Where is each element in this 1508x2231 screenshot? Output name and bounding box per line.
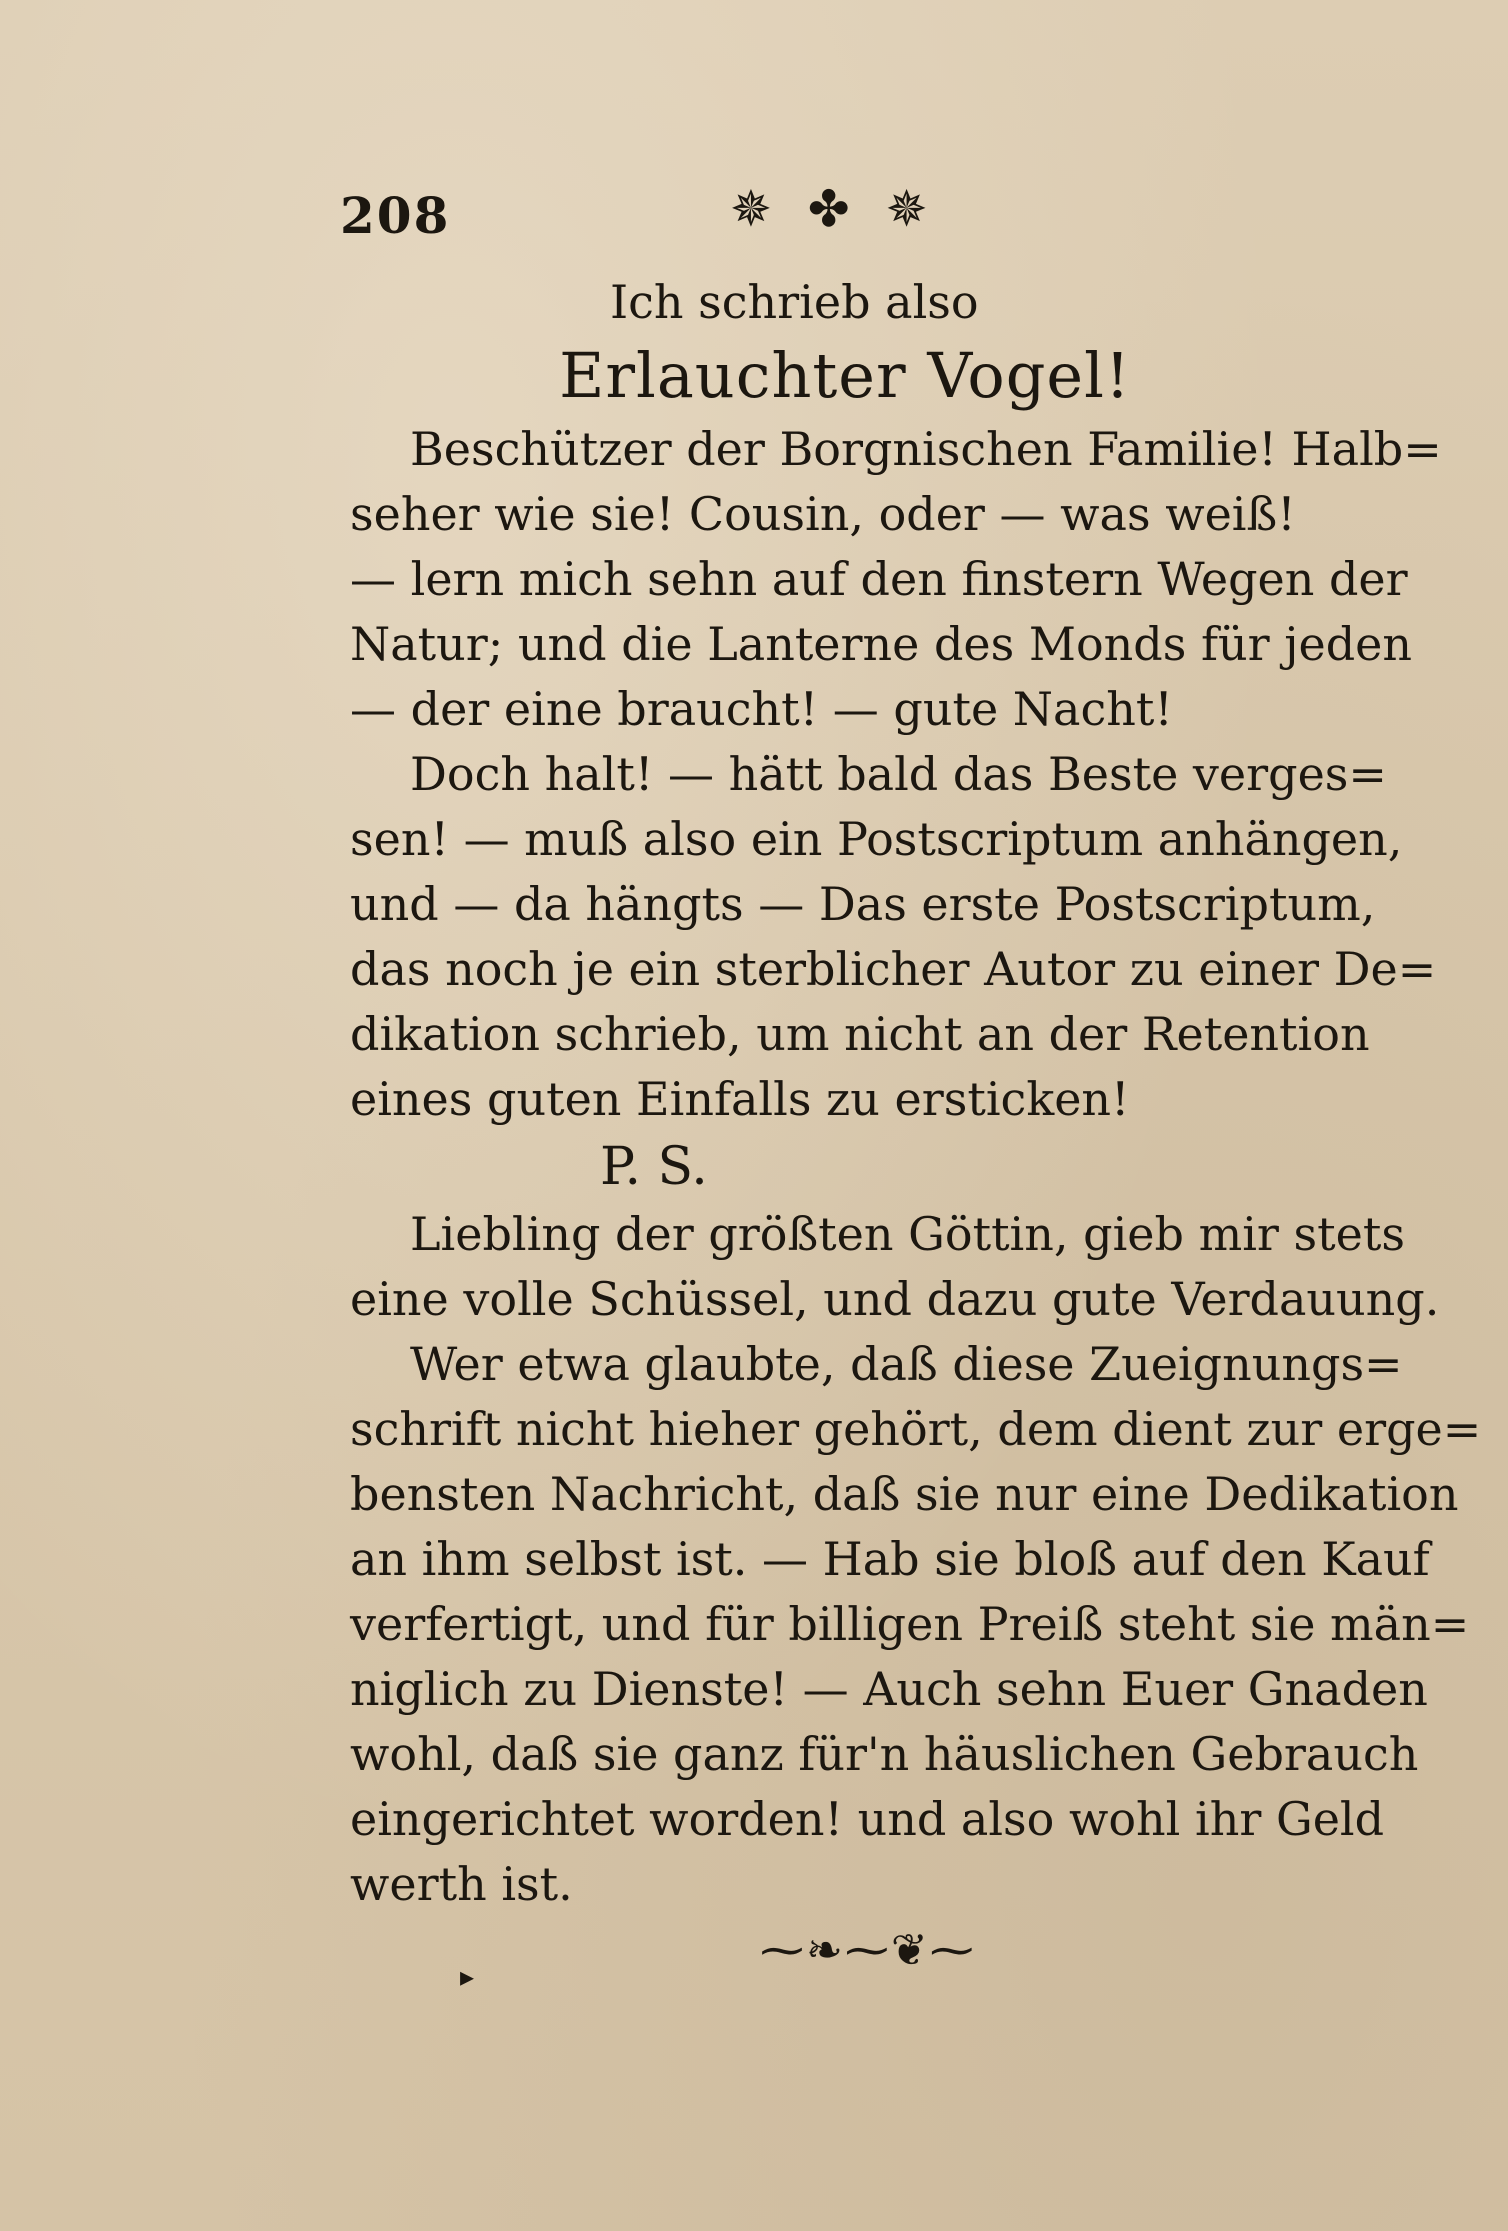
closing-line: niglich zu Dienste! — Auch sehn Euer Gnaden (350, 1662, 1428, 1716)
header-ornament: ✵ ✤ ✵ (730, 180, 938, 238)
text-line: Doch halt! — hätt bald das Beste verges= (410, 747, 1387, 801)
text-line: dikation schrieb, um nicht an der Retention (350, 1007, 1370, 1061)
text-line: — der eine braucht! — gute Nacht! (350, 682, 1173, 736)
text-line: seher wie sie! Cousin, oder — was weiß! (350, 487, 1296, 541)
printer-mark-icon: ▸ (460, 1960, 475, 1993)
text-line: sen! — muß also ein Postscriptum anhängen, (350, 812, 1403, 866)
page-header (340, 180, 1340, 260)
ps-line: Liebling der größten Göttin, gieb mir stets (410, 1207, 1405, 1261)
text-line: und — da hängts — Das erste Postscriptum, (350, 877, 1376, 931)
text-line: Beschützer der Borgnischen Familie! Halb= (410, 422, 1442, 476)
closing-line: werth ist. (350, 1857, 573, 1911)
closing-line: eingerichtet worden! und also wohl ihr Geld (350, 1792, 1385, 1846)
ps-line: eine volle Schüssel, und dazu gute Verdauung. (350, 1272, 1440, 1326)
closing-line: schrift nicht hieher gehört, dem dient zur erge= (350, 1402, 1482, 1456)
closing-line: wohl, daß sie ganz für'n häuslichen Gebrauch (350, 1727, 1419, 1781)
intro-line: Ich schrieb also (610, 275, 979, 329)
closing-line: verfertigt, und für billigen Preiß steht sie män= (350, 1597, 1470, 1651)
closing-line: an ihm selbst ist. — Hab sie bloß auf den Kauf (350, 1532, 1430, 1586)
salutation-heading: Erlauchter Vogel! (559, 339, 1131, 412)
closing-line: Wer etwa glaubte, daß diese Zueignungs= (410, 1337, 1403, 1391)
postscript-heading: P. S. (600, 1137, 708, 1197)
text-line: das noch je ein sterblicher Autor zu einer De= (350, 942, 1437, 996)
page-number: 208 (340, 186, 451, 245)
tailpiece-ornament: ⁓❧⁓❦⁓ (760, 1925, 976, 1976)
page-text (350, 270, 1482, 1917)
text-line: eines guten Einfalls zu ersticken! (350, 1072, 1130, 1126)
text-line: Natur; und die Lanterne des Monds für jeden (350, 617, 1413, 671)
text-line: — lern mich sehn auf den finstern Wegen der (350, 552, 1408, 606)
closing-line: bensten Nachricht, daß sie nur eine Dedikation (350, 1467, 1459, 1521)
